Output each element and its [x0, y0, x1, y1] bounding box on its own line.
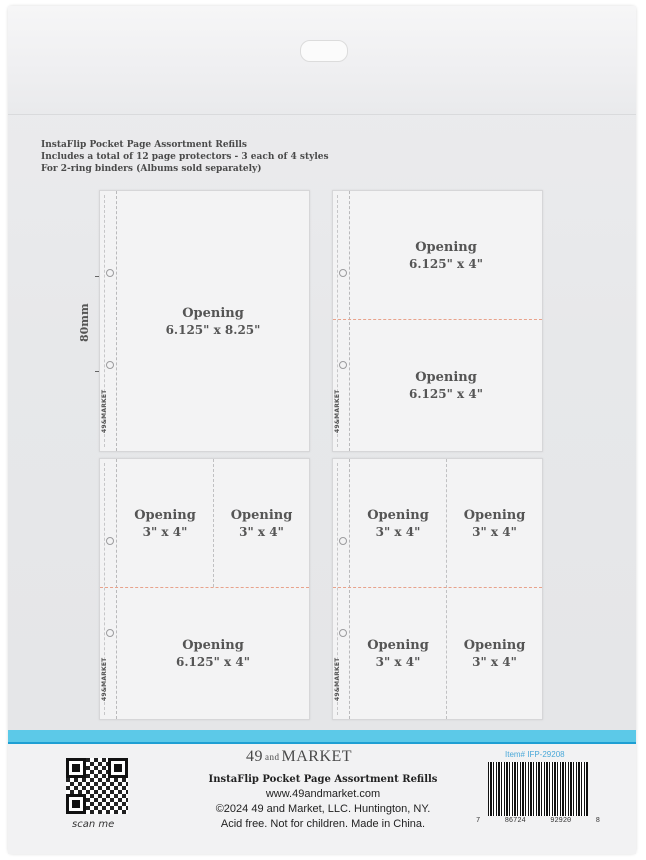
- barcode-digit: 7: [476, 817, 481, 825]
- pocket: [117, 589, 309, 717]
- brand-logo-and: and: [265, 752, 280, 763]
- barcode: [488, 762, 588, 816]
- pocket-size: 6.125" x 4": [409, 256, 483, 271]
- footer-notice: Acid free. Not for children. Made in China.: [220, 818, 426, 830]
- page-protector-four-pocket: [332, 458, 543, 720]
- page-protector-three-pocket: [99, 458, 310, 720]
- pocket-title: Opening: [463, 507, 526, 523]
- footer-copyright: ©2024 49 and Market, LLC. Huntington, NY.: [215, 803, 431, 815]
- pocket: [350, 191, 542, 319]
- brand-logo-word: MARKET: [281, 748, 353, 765]
- barcode-digit: 86724: [504, 817, 526, 825]
- brand-vertical: 49&MARKET: [101, 389, 108, 433]
- brand-vertical: 49&MARKET: [101, 657, 108, 701]
- accent-stripe: [8, 730, 636, 742]
- pocket: [350, 589, 446, 717]
- pocket: [117, 459, 213, 587]
- pocket-title: Opening: [463, 637, 526, 653]
- pocket: [350, 459, 446, 587]
- pocket-title: Opening: [367, 637, 429, 653]
- pocket-title: Opening: [367, 507, 429, 523]
- brand-vertical: 49&MARKET: [334, 657, 341, 701]
- pocket-title: Opening: [230, 507, 293, 523]
- scan-me-label: scan me: [72, 819, 115, 830]
- info-line: InstaFlip Pocket Page Assortment Refills: [41, 140, 247, 150]
- pocket-size: 6.125" x 4": [409, 386, 483, 401]
- pocket-size: 3" x 4": [472, 654, 517, 669]
- pocket-size: 3" x 4": [375, 524, 421, 539]
- barcode-digit: 92920: [550, 817, 572, 825]
- pocket-size: 3" x 4": [142, 524, 188, 539]
- item-number: Item# IFP-29208: [505, 750, 565, 759]
- pocket-title: Opening: [182, 305, 244, 321]
- product-info: [41, 139, 329, 175]
- pocket-size: 6.125" x 8.25": [165, 322, 261, 337]
- pocket-title: Opening: [415, 369, 477, 385]
- hanger-band: [8, 6, 636, 115]
- brand-logo-number: 49: [246, 748, 263, 765]
- package-back: [8, 6, 636, 854]
- pocket: [447, 589, 542, 717]
- barcode-digit: 8: [595, 817, 600, 825]
- pocket-title: Opening: [134, 507, 196, 523]
- info-line: For 2-ring binders (Albums sold separately): [41, 164, 262, 174]
- pocket: [447, 459, 542, 587]
- brand-logo: [246, 748, 352, 766]
- pocket-size: 3" x 4": [375, 654, 421, 669]
- pocket-title: Opening: [415, 239, 477, 255]
- barcode-digits: [476, 817, 600, 825]
- pocket-title: Opening: [182, 637, 244, 653]
- footer-website: www.49andmarket.com: [265, 788, 381, 800]
- qr-code[interactable]: [66, 758, 128, 814]
- measurement-label: 80mm: [78, 303, 91, 343]
- pocket-size: 3" x 4": [239, 524, 284, 539]
- pocket: [214, 459, 309, 587]
- footer-text: [188, 772, 458, 832]
- hang-hole: [300, 40, 348, 62]
- brand-vertical: 49&MARKET: [334, 389, 341, 433]
- footer-product: InstaFlip Pocket Page Assortment Refills: [208, 774, 438, 785]
- page-protector-two-pocket: [332, 190, 543, 452]
- pocket-size: 6.125" x 4": [176, 654, 250, 669]
- info-line: Includes a total of 12 page protectors - 3 each of 4 styles: [41, 152, 329, 162]
- pocket-size: 3" x 4": [472, 524, 517, 539]
- pocket: [350, 321, 542, 449]
- pocket: [117, 191, 309, 451]
- page-protector-full: [99, 190, 310, 452]
